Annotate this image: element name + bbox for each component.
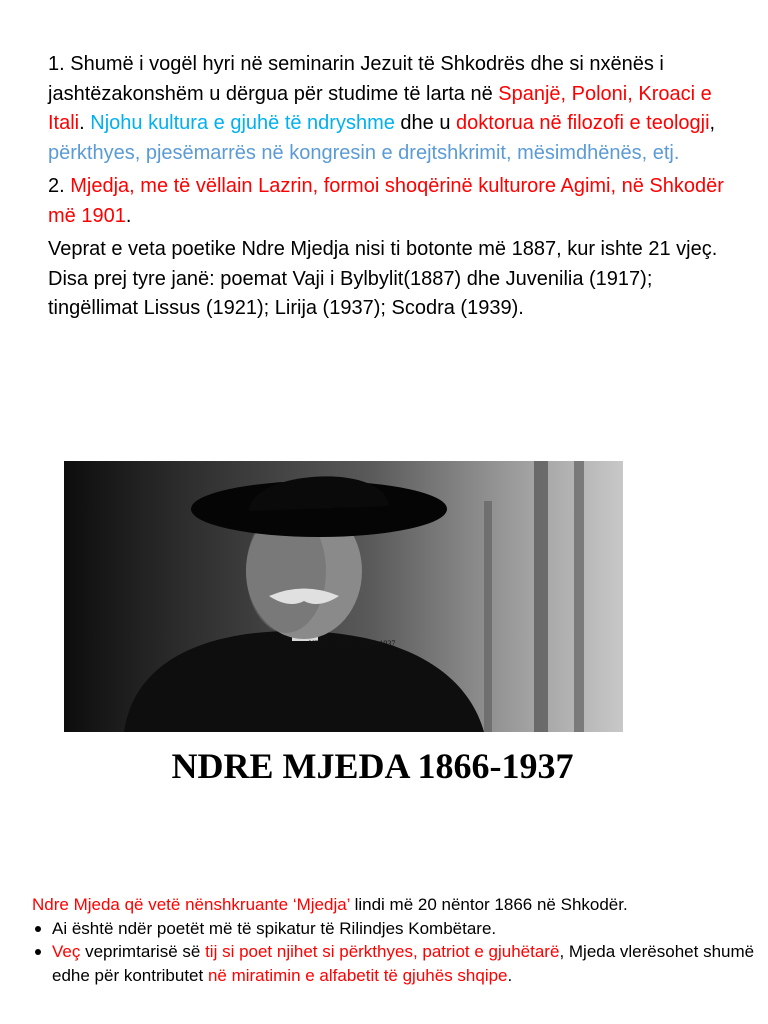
bullet-text: .	[507, 965, 513, 985]
bullet-text: veprimtarisë së	[80, 942, 206, 961]
p1-text-3: dhe u	[394, 112, 457, 134]
p1-text-4: ,	[709, 112, 716, 134]
bio-bullet-item	[32, 917, 762, 941]
bullet-text: tij si poet njihet si përkthyes, patriot e gjuhëtarë	[205, 942, 560, 961]
bio-intro	[32, 893, 762, 917]
bullet-text: në miratimin e alfabetit të gjuhës shqipe	[207, 965, 508, 985]
bullet-text: , Mjeda vlerësohet shumë edhe për kontributet	[52, 942, 755, 985]
background-trees	[484, 461, 584, 732]
bullet-text: Veç	[52, 942, 81, 961]
bullet-text: Ai është ndër poetët më të spikatur të Rilindjes Kombëtare.	[52, 918, 497, 938]
p1-doctorate: doktorua në filozofi e teologji	[456, 112, 710, 134]
p2-text-1: 2.	[48, 175, 71, 197]
bio-bullet-list	[32, 917, 762, 988]
top-text-block	[48, 50, 738, 324]
photo-caption: NDRE MJEDA 1866-1937	[308, 639, 396, 648]
paragraph-2	[48, 172, 738, 231]
p1-text-1: 1. Shumë i vogël hyri në seminarin Jezuit të Shkodrës dhe si nxënës i jashtëzakonshëm u dërgua për studime të larta në	[48, 53, 664, 105]
p1-cultures: Njohu kultura e gjuhë të ndryshme	[90, 112, 395, 134]
bio-bullet-item	[32, 940, 762, 987]
page-title: NDRE MJEDA 1866-1937	[171, 746, 574, 786]
p1-countries: Spanjë, Poloni, Kroaci e Itali	[48, 82, 712, 134]
paragraph-3: Veprat e veta poetike Ndre Mjedja nisi ti botonte më 1887, kur ishte 21 vjeç. Disa prej tyre janë: poemat Vaji i Bylbylit(1887) dhe Juvenilia (1917); tingëllimat Lissus (1921); Lirija (1937); Scodra (1939).	[48, 238, 718, 319]
bio-block	[32, 893, 762, 987]
p2-society: Mjedja, me të vëllain Lazrin, formoi shoqërinë kulturore Agimi, në Shkodër më 1901	[48, 175, 724, 227]
portrait-illustration	[64, 461, 623, 732]
portrait-photo	[64, 461, 623, 732]
p1-text-2: .	[79, 112, 91, 134]
bio-intro-signature: ‘Mjedja’	[292, 895, 350, 914]
p2-text-2: .	[125, 204, 132, 227]
hat-crown	[249, 476, 389, 511]
bio-intro-text-2: lindi më 20 nëntor 1866 në Shkodër.	[349, 895, 628, 914]
p1-roles: përkthyes, pjesëmarrës në kongresin e drejtshkrimit, mësimdhënës, etj.	[48, 141, 680, 164]
bio-intro-text-1: Ndre Mjeda që vetë nënshkruante	[32, 895, 293, 914]
paragraph-1	[48, 50, 738, 168]
